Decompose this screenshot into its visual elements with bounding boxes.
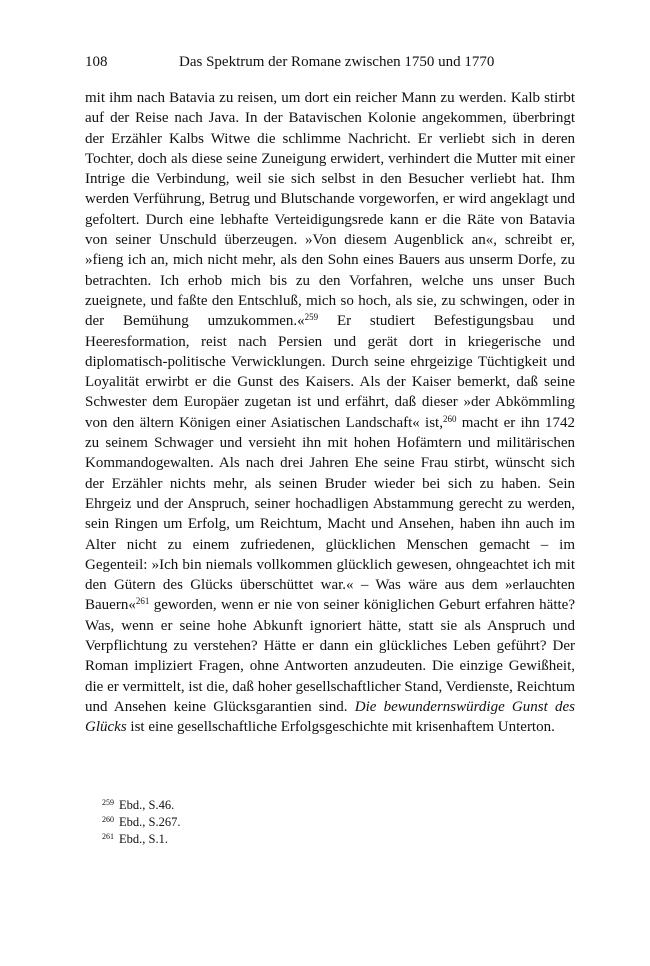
footnote-ref-261: 261 xyxy=(135,596,150,607)
text-segment: geworden, wenn er nie von seiner königlichen Geburt erfahren hätte? Was, wenn er seine hohe Abkunft ignoriert hätte, statt sie als Anspruch und Verpflichtung zu verstehen? Hätte er dann ein glückliches Leben geführt? Der Roman impliziert Fragen, ohne Antworten anzudeuten. Die einzige Gewißheit, die er vermittelt, ist die, daß hoher gesellschaftlicher Stand, Verdienste, Reichtum und Ansehen keine Glücksgarantien sind. xyxy=(85,597,575,715)
text-segment: macht er ihn 1742 zu seinem Schwager und versieht ihn mit hohen Hofämtern und militärischen Kommandogewalten. Als nach drei Jahren Ehe seine Frau stirbt, wünscht sich der Erzähler nichts mehr, als seinen Bruder wieder bei sich zu haben. Sein Ehrgeiz und der Anspruch, seiner hochadligen Abstammung gerecht zu werden, sein Ringen um Erfolg, um Reichtum, Macht und Ansehen, haben ihn auch im Alter nicht zu einem zufriedenen, glücklichen Menschen gemacht – im Gegenteil: »Ich bin niemals vollkommen glücklich gewesen, ohngeachtet ich mit den Gütern des Glücks überschüttet war.« – Was wäre aus dem »erlauchten Bauern« xyxy=(85,414,575,614)
text-segment: Er studiert Befestigungsbau und Heeresformation, reist nach Persien und gerät dort in kriegerische und diplomatisch-politische Verwicklungen. Durch seine ehrgeizige Tüchtigkeit und Loyalität erwirbt er die Gunst des Kaisers. Als der Kaiser bemerkt, daß seine Schwester dem Europäer zugetan ist und erfährt, daß dieser »der Abkömmling von den ältern Königen einer Asiatischen Landschaft« ist, xyxy=(85,313,575,431)
footnote-number: 261 xyxy=(102,832,114,841)
book-title: Die bewundernswürdige Gunst des Glücks xyxy=(85,698,575,736)
footnote-text: Ebd., S.267. xyxy=(119,815,181,829)
footnote-ref-259: 259 xyxy=(304,312,319,323)
text-segment: mit ihm nach Batavia zu reisen, um dort ein reicher Mann zu werden. Kalb stirbt auf der Reise nach Java. In der Batavischen Kolonie angekommen, überbringt der Erzähler Kalbs Witwe die schlimme Nachricht. Er verliebt sich in deren Tochter, doch als diese seine Zuneigung erwidert, verhindert die Mutter mit einer Intrige die Verbindung, weil sie sich selbst in den Besucher verliebt hat. Ihm werden Verführung, Betrug und Blutschande vorgeworfen, er wird angeklagt und gefoltert. Durch eine lebhafte Verteidigungsrede kann er die Räte von Batavia von seiner Unschuld überzeugen. »Von diesem Augenblick an«, schreibt er, »fieng ich an, mich nicht mehr, als den Sohn eines Bauers aus unserm Dorfe, zu betrachten. Ich erhob mich bis zu den Vorfahren, welche uns unser Buch zueignete, und faßte den Entschluß, mich so hoch, als sie, zu schwingen, oder in der Bemühung umzukommen.« xyxy=(85,90,575,330)
footnote xyxy=(102,831,402,848)
footnotes xyxy=(102,797,402,848)
footnote xyxy=(102,814,402,831)
footnote xyxy=(102,797,402,814)
footnote-ref-260: 260 xyxy=(442,413,457,424)
footnote-number: 259 xyxy=(102,798,114,807)
body-text xyxy=(85,88,575,738)
page-number: 108 xyxy=(85,54,108,70)
body-paragraph xyxy=(85,88,575,738)
footnote-text: Ebd., S.46. xyxy=(119,798,175,812)
text-segment: ist eine gesellschaftliche Erfolgsgeschichte mit krisenhaftem Unterton. xyxy=(126,719,555,736)
footnote-number: 260 xyxy=(102,815,114,824)
running-title: Das Spektrum der Romane zwischen 1750 und 1770 xyxy=(179,54,495,70)
footnote-text: Ebd., S.1. xyxy=(119,832,168,846)
